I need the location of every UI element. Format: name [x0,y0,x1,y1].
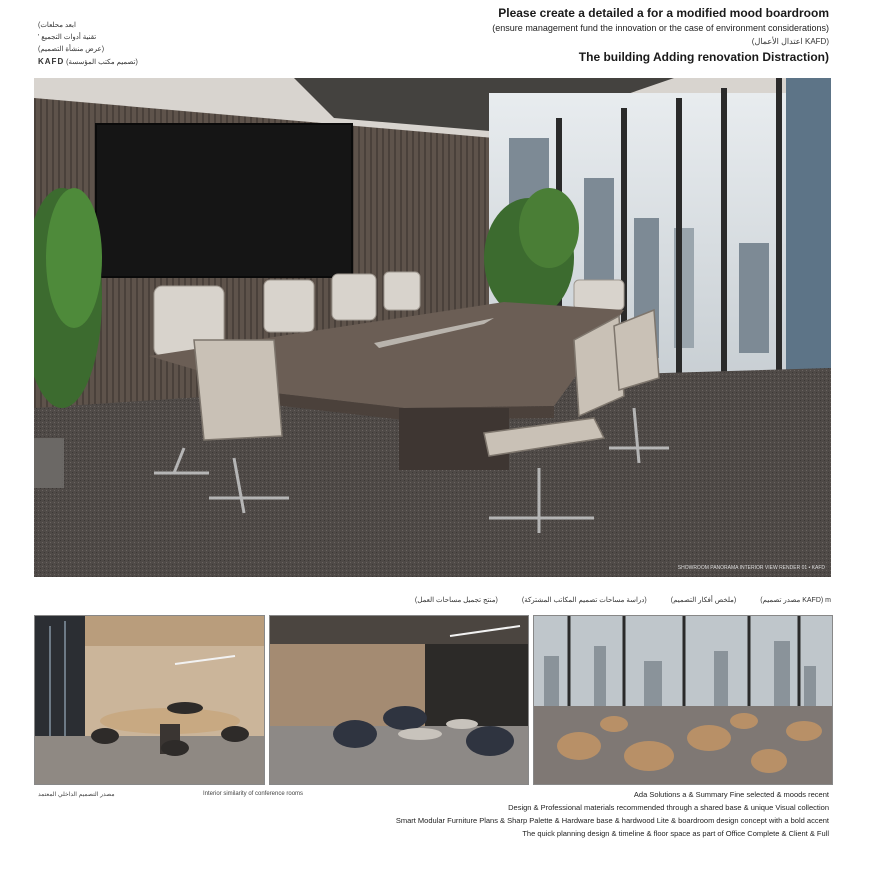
hero-caption: SHOWROOM PANORAMA INTERIOR VIEW RENDER 01 • KAFD [677,565,825,571]
thumbnail-panoramic-lounge [533,615,833,785]
description-text [309,788,829,840]
description-line-4: The quick planning design & timeline & floor space as part of Office Complete & Client & Full [522,829,829,838]
strip-label-2: (دراسة مساحات تصميم المكاتب المشتركة) [521,597,647,604]
strip-label-3: (ملخص أفكار التصميم) [670,597,737,604]
caption-middle: Interior similarity of conference rooms [203,791,304,797]
boardroom-render [34,78,831,577]
header-left [38,20,198,69]
header-left-line3: (عرض منشأة التصميم) [38,46,105,53]
description-line-1: Ada Solutions a & Summary Fine selected & moods recent [633,790,829,799]
header-left-line1: (ابعد محلعات [38,22,76,29]
strip-label-4: (مصدر تصميم KAFD) m [760,597,831,604]
header-title: Please create a detailed a for a modified mood boardroom [498,6,829,20]
header-brand-line: (اعتدال الأعمال KAFD) [751,37,829,46]
header-brand-paren: (تصميم مكتب المؤسسة) [66,59,138,66]
header-right [359,6,829,65]
header-tagline: The building Adding renovation Distraction) [578,50,829,64]
caption-left: مصدر التصميم الداخلي المعتمد [38,792,115,798]
thumbnail-lounge-area [269,615,529,785]
hero-render-image [34,78,831,577]
description-line-3: Smart Modular Furniture Plans & Sharp Palette & Hardware base & hardwood Lite & boardroom design concept with a bold accent [395,816,829,825]
description-line-2: Design & Professional materials recommended through a shared base & unique Visual collection [508,803,829,812]
thumbnail-round-table-room [34,615,265,785]
header-brand: KAFD [38,57,65,66]
strip-label-1: (منتج تجميل مساحات العمل) [414,597,498,604]
header-subtitle: (ensure management fund the innovation or the case of environment considerations) [492,23,829,33]
header-left-line2: ' تقنية أدوات التجميع [38,34,97,41]
thumbnail-label-strip [34,596,831,604]
